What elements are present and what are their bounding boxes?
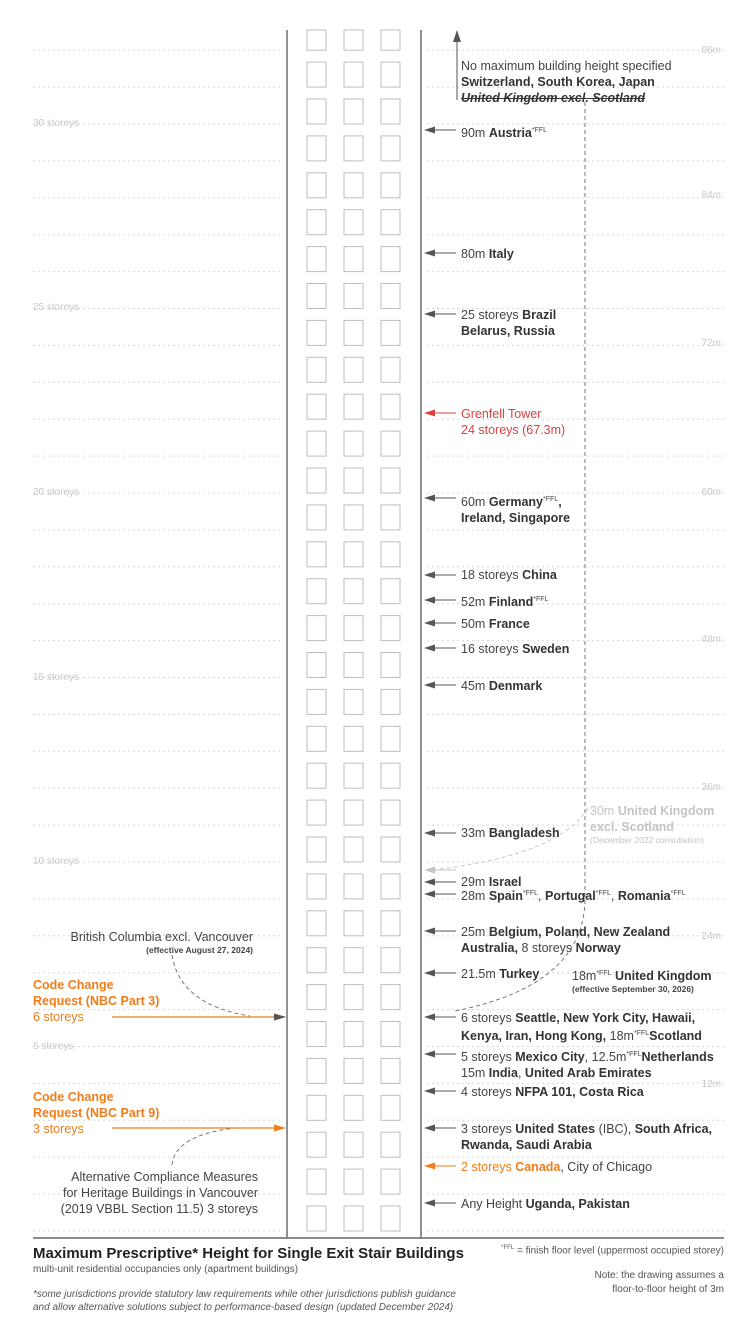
window	[344, 30, 363, 50]
bc-arrow-head	[274, 1014, 286, 1021]
entry-nfpa	[461, 1084, 644, 1100]
country: Seattle, New York City, Hawaii,	[515, 1011, 696, 1025]
metre-tick-label: 36m	[701, 782, 721, 793]
comma: ,	[517, 1066, 525, 1080]
window	[381, 320, 400, 345]
storey-tick-label: 25 storeys	[33, 302, 80, 313]
height-arrow-head	[424, 879, 435, 886]
value: 4 storeys	[461, 1085, 512, 1099]
country: Mexico City	[515, 1050, 585, 1064]
window	[307, 616, 326, 641]
entry-denmark	[461, 678, 542, 694]
window	[381, 1095, 400, 1120]
note-nbc-part3	[33, 977, 159, 1025]
country-norway: Norway	[575, 941, 621, 955]
value: 6 storeys	[461, 1011, 512, 1025]
nbc3-line1: Code Change	[33, 978, 114, 992]
value: 30m	[590, 804, 615, 818]
heritage-dashed-line	[172, 1128, 235, 1165]
height-arrow-head	[424, 250, 435, 257]
country: Bangladesh	[488, 826, 560, 840]
top-note-line2: Switzerland, South Korea, Japan	[461, 75, 655, 89]
entry-france	[461, 616, 530, 632]
window	[307, 173, 326, 198]
building-windows	[307, 30, 400, 1231]
window	[344, 948, 363, 973]
heritage-line3: (2019 VBBL Section 11.5) 3 storeys	[60, 1202, 258, 1216]
window	[381, 911, 400, 936]
footer-title: Maximum Prescriptive* Height for Single Exit Stair Buildings	[33, 1245, 464, 1262]
window	[344, 616, 363, 641]
country-india: India	[488, 1066, 518, 1080]
window	[344, 173, 363, 198]
storey-tick-label: 15 storeys	[33, 672, 80, 683]
window	[381, 1132, 400, 1157]
value: 18m	[572, 969, 597, 983]
window	[381, 948, 400, 973]
window	[344, 505, 363, 530]
window	[381, 1206, 400, 1231]
nbc3-line2: Request (NBC Part 3)	[33, 994, 160, 1008]
footnote-line1: *some jurisdictions provide statutory law requirements while other jurisdictions publish guidance	[33, 1289, 456, 1300]
nbc9-line1: Code Change	[33, 1090, 114, 1104]
nbc3-storeys: 6 storeys	[33, 1010, 84, 1024]
entry-seattle	[461, 1010, 702, 1044]
height-arrow-head	[424, 1125, 435, 1132]
ffl-sup: *FFL	[670, 890, 686, 897]
storey-tick-label: 10 storeys	[33, 856, 80, 867]
window	[381, 284, 400, 309]
metre-tick-label: 24m	[701, 931, 721, 942]
window	[307, 837, 326, 862]
metre-tick-label: 72m	[701, 338, 721, 349]
window	[344, 726, 363, 751]
country: United Kingdom	[614, 969, 712, 983]
value-12-5m: , 12.5m	[584, 1050, 627, 1064]
top-note-line1: No maximum building height specified	[461, 59, 672, 73]
country-netherlands: Netherlands	[641, 1050, 714, 1064]
value: 25 storeys	[461, 308, 519, 322]
window	[344, 763, 363, 788]
window	[344, 210, 363, 235]
window	[307, 505, 326, 530]
height-arrow-head	[424, 495, 435, 502]
top-arrow-head	[453, 30, 461, 42]
window	[381, 431, 400, 456]
value: 80m	[461, 247, 486, 261]
window	[307, 985, 326, 1010]
height-arrow-head	[424, 1051, 435, 1058]
country-line2: Ireland, Singapore	[461, 511, 571, 525]
window	[344, 357, 363, 382]
window	[307, 1169, 326, 1194]
city-of-chicago: , City of Chicago	[560, 1160, 653, 1174]
value: 21.5m	[461, 967, 496, 981]
country-portugal: Portugal	[544, 889, 596, 903]
window	[344, 394, 363, 419]
country: Denmark	[488, 679, 543, 693]
metre-tick-label: 60m	[701, 487, 721, 498]
country-romania: Romania	[617, 889, 671, 903]
window	[381, 357, 400, 382]
entry-us	[461, 1121, 712, 1153]
window	[344, 579, 363, 604]
value-8-storeys: 8 storeys	[517, 941, 576, 955]
heritage-line1: Alternative Compliance Measures	[71, 1170, 258, 1184]
ffl-sup: *FFL	[533, 596, 549, 603]
note-line1: Note: the drawing assumes a	[594, 1270, 724, 1281]
window	[307, 62, 326, 87]
value: 5 storeys	[461, 1050, 512, 1064]
window	[344, 1058, 363, 1083]
window	[344, 320, 363, 345]
window	[381, 1058, 400, 1083]
value-15m: 15m	[461, 1066, 489, 1080]
ffl-sup: *FFL	[543, 496, 559, 503]
window	[344, 653, 363, 678]
country-uae: United Arab Emirates	[524, 1066, 652, 1080]
window	[307, 948, 326, 973]
height-arrow-head	[424, 127, 435, 134]
country: Austria	[488, 126, 532, 140]
footer-footnote	[33, 1288, 456, 1314]
note-nbc-part9	[33, 1089, 159, 1137]
entry-china	[461, 567, 557, 583]
ffl-sup: *FFL	[522, 890, 539, 897]
entry-any-height	[461, 1196, 630, 1212]
window	[381, 689, 400, 714]
height-arrow-head	[424, 620, 435, 627]
window	[381, 505, 400, 530]
window	[344, 1169, 363, 1194]
note-line2: floor-to-floor height of 3m	[612, 1284, 724, 1295]
country-scotland: Scotland	[649, 1029, 702, 1043]
window	[381, 99, 400, 124]
window	[381, 30, 400, 50]
value: 29m	[461, 875, 486, 889]
footer-ffl-definition	[501, 1245, 724, 1256]
value: 16 storeys	[461, 642, 519, 656]
value: 45m	[461, 679, 486, 693]
window	[307, 1206, 326, 1231]
height-arrow-head	[424, 645, 435, 652]
window	[307, 431, 326, 456]
height-arrow-head	[424, 1088, 435, 1095]
metre-tick-label: 84m	[701, 190, 721, 201]
entry-uk-consultation	[590, 803, 714, 846]
value: 52m	[461, 595, 486, 609]
window	[344, 911, 363, 936]
storey-tick-label: 20 storeys	[33, 487, 80, 498]
country: Italy	[488, 247, 514, 261]
window	[307, 763, 326, 788]
value: Any Height	[461, 1197, 523, 1211]
country: China	[522, 568, 557, 582]
window	[344, 1022, 363, 1047]
grenfell-title: Grenfell Tower	[461, 407, 542, 421]
country-spain: Spain	[488, 889, 523, 903]
window	[381, 542, 400, 567]
window	[307, 911, 326, 936]
nbc9-storeys: 3 storeys	[33, 1122, 84, 1136]
note-british-columbia	[71, 929, 253, 956]
window	[381, 468, 400, 493]
window	[307, 394, 326, 419]
window	[381, 726, 400, 751]
window	[381, 1169, 400, 1194]
window	[344, 284, 363, 309]
window	[307, 99, 326, 124]
ffl-sup: *FFL	[531, 127, 548, 134]
window	[307, 653, 326, 678]
window	[381, 653, 400, 678]
window	[307, 1058, 326, 1083]
window	[344, 136, 363, 161]
country-line2: Kenya, Iran, Hong Kong,	[461, 1029, 607, 1043]
window	[344, 542, 363, 567]
value-18m: 18m	[609, 1029, 634, 1043]
height-arrow-head	[424, 410, 435, 417]
ffl-sup: *FFL	[595, 890, 611, 897]
bc-effective: (effective August 27, 2024)	[146, 945, 253, 955]
window	[307, 579, 326, 604]
window	[307, 800, 326, 825]
window	[307, 210, 326, 235]
entry-uk-sept	[572, 966, 712, 995]
entry-grenfell	[461, 406, 565, 438]
window	[344, 468, 363, 493]
country: Canada	[515, 1160, 561, 1174]
entry-canada	[461, 1159, 652, 1175]
country: Turkey	[499, 967, 540, 981]
grenfell-detail: 24 storeys (67.3m)	[461, 423, 566, 437]
window	[344, 431, 363, 456]
entry-spain: 28m Spain$^{*FFL}$, Portugal$^{*FFL}$, Romania$^{*FFL}$	[461, 889, 686, 903]
window	[344, 62, 363, 87]
country: NFPA 101, Costa Rica	[515, 1085, 644, 1099]
window	[381, 837, 400, 862]
value: 25m	[461, 925, 486, 939]
value: 18 storeys	[461, 568, 519, 582]
value: 3 storeys	[461, 1122, 512, 1136]
window	[381, 247, 400, 272]
entry-belgium	[461, 924, 670, 956]
height-arrow-head	[424, 970, 435, 977]
country-south-africa: South Africa,	[634, 1122, 713, 1136]
window	[381, 763, 400, 788]
ffl-sup: *FFL	[633, 1030, 650, 1037]
window	[381, 210, 400, 235]
ffl-sup: *FFL	[501, 1245, 515, 1251]
height-arrow-head	[424, 572, 435, 579]
entry-turkey	[461, 966, 539, 982]
height-arrow-head	[424, 1014, 435, 1021]
country: Sweden	[522, 642, 570, 656]
country: Finland	[488, 595, 534, 609]
window	[307, 468, 326, 493]
window	[381, 136, 400, 161]
top-note-line3: United Kingdom excl. Scotland	[461, 91, 646, 105]
bc-title: British Columbia excl. Vancouver	[70, 930, 253, 944]
window	[307, 247, 326, 272]
country: United States	[515, 1122, 596, 1136]
window	[307, 357, 326, 382]
country: France	[488, 617, 530, 631]
window	[307, 689, 326, 714]
country: Germany	[488, 495, 544, 509]
entry-sweden	[461, 641, 569, 657]
window	[344, 247, 363, 272]
window	[381, 394, 400, 419]
entry-italy	[461, 246, 514, 262]
code-change-arrow-head	[274, 1125, 286, 1132]
entry-germany	[461, 492, 570, 526]
window	[381, 616, 400, 641]
entry-bangladesh	[461, 825, 560, 841]
window	[307, 1022, 326, 1047]
ibc-note: (IBC),	[595, 1122, 635, 1136]
country-line2: Rwanda, Saudi Arabia	[461, 1138, 592, 1152]
value: 33m	[461, 826, 486, 840]
arrows	[112, 127, 456, 1207]
window	[344, 874, 363, 899]
entry-finland	[461, 592, 548, 610]
window	[381, 1022, 400, 1047]
comma: ,	[558, 495, 562, 509]
top-note	[461, 58, 672, 106]
storey-tick-label: 5 storeys	[33, 1041, 74, 1052]
window	[344, 689, 363, 714]
window	[381, 874, 400, 899]
window	[344, 985, 363, 1010]
effective-note: (effective September 30, 2026)	[572, 984, 694, 994]
nbc9-line2: Request (NBC Part 9)	[33, 1106, 160, 1120]
ffl-text: = finish floor level (uppermost occupied storey)	[514, 1245, 724, 1257]
footer-subtitle: multi-unit residential occupancies only (apartment buildings)	[33, 1264, 299, 1275]
window	[381, 985, 400, 1010]
country-line2: excl. Scotland	[590, 820, 675, 834]
height-arrow-head	[424, 311, 435, 318]
window	[381, 579, 400, 604]
entry-austria	[461, 123, 547, 141]
window	[307, 320, 326, 345]
bc-dashed-line	[172, 955, 250, 1016]
height-arrow-head	[424, 597, 435, 604]
country-line2: Belarus, Russia	[461, 324, 555, 338]
window	[344, 800, 363, 825]
storey-tick-label: 30 storeys	[33, 118, 80, 129]
footnote-line2: and allow alternative solutions subject to performance-based design (updated December 2024)	[33, 1302, 454, 1313]
window	[344, 99, 363, 124]
entry-mexico	[461, 1047, 714, 1081]
value: 90m	[461, 126, 486, 140]
window	[307, 284, 326, 309]
window	[344, 1095, 363, 1120]
footer-drawing-note	[594, 1269, 724, 1297]
heritage-line2: for Heritage Buildings in Vancouver	[62, 1186, 258, 1200]
window	[307, 726, 326, 751]
country: Brazil	[522, 308, 557, 322]
consultation-note: (December 2022 consultation)	[590, 835, 704, 845]
window	[344, 1206, 363, 1231]
height-arrow-head	[424, 891, 435, 898]
country-australia: Australia,	[461, 941, 518, 955]
value: 28m	[461, 889, 486, 903]
window	[344, 837, 363, 862]
height-arrow-head	[424, 830, 435, 837]
window	[307, 1132, 326, 1157]
height-arrow-head	[424, 867, 435, 874]
window	[307, 874, 326, 899]
value: 50m	[461, 617, 486, 631]
ffl-sup: *FFL	[596, 970, 612, 977]
entry-brazil	[461, 307, 556, 339]
window	[381, 800, 400, 825]
window	[381, 173, 400, 198]
height-arrow-head	[424, 928, 435, 935]
height-arrow-head	[424, 1163, 435, 1170]
country: Israel	[488, 875, 522, 889]
window	[381, 62, 400, 87]
window	[307, 30, 326, 50]
height-arrow-head	[424, 1200, 435, 1207]
metre-tick-label: 48m	[701, 634, 721, 645]
value: 2 storeys	[461, 1160, 512, 1174]
window	[307, 542, 326, 567]
ffl-sup: *FFL	[626, 1051, 642, 1058]
country: Uganda, Pakistan	[525, 1197, 630, 1211]
window	[307, 1095, 326, 1120]
metre-tick-label: 12m	[701, 1079, 721, 1090]
window	[307, 136, 326, 161]
country: United Kingdom	[617, 804, 715, 818]
height-arrow-head	[424, 682, 435, 689]
window	[344, 1132, 363, 1157]
country: Belgium, Poland, New Zealand	[488, 925, 671, 939]
metre-tick-label: 96m	[701, 45, 721, 56]
note-heritage	[61, 1169, 258, 1217]
value: 60m	[461, 495, 486, 509]
